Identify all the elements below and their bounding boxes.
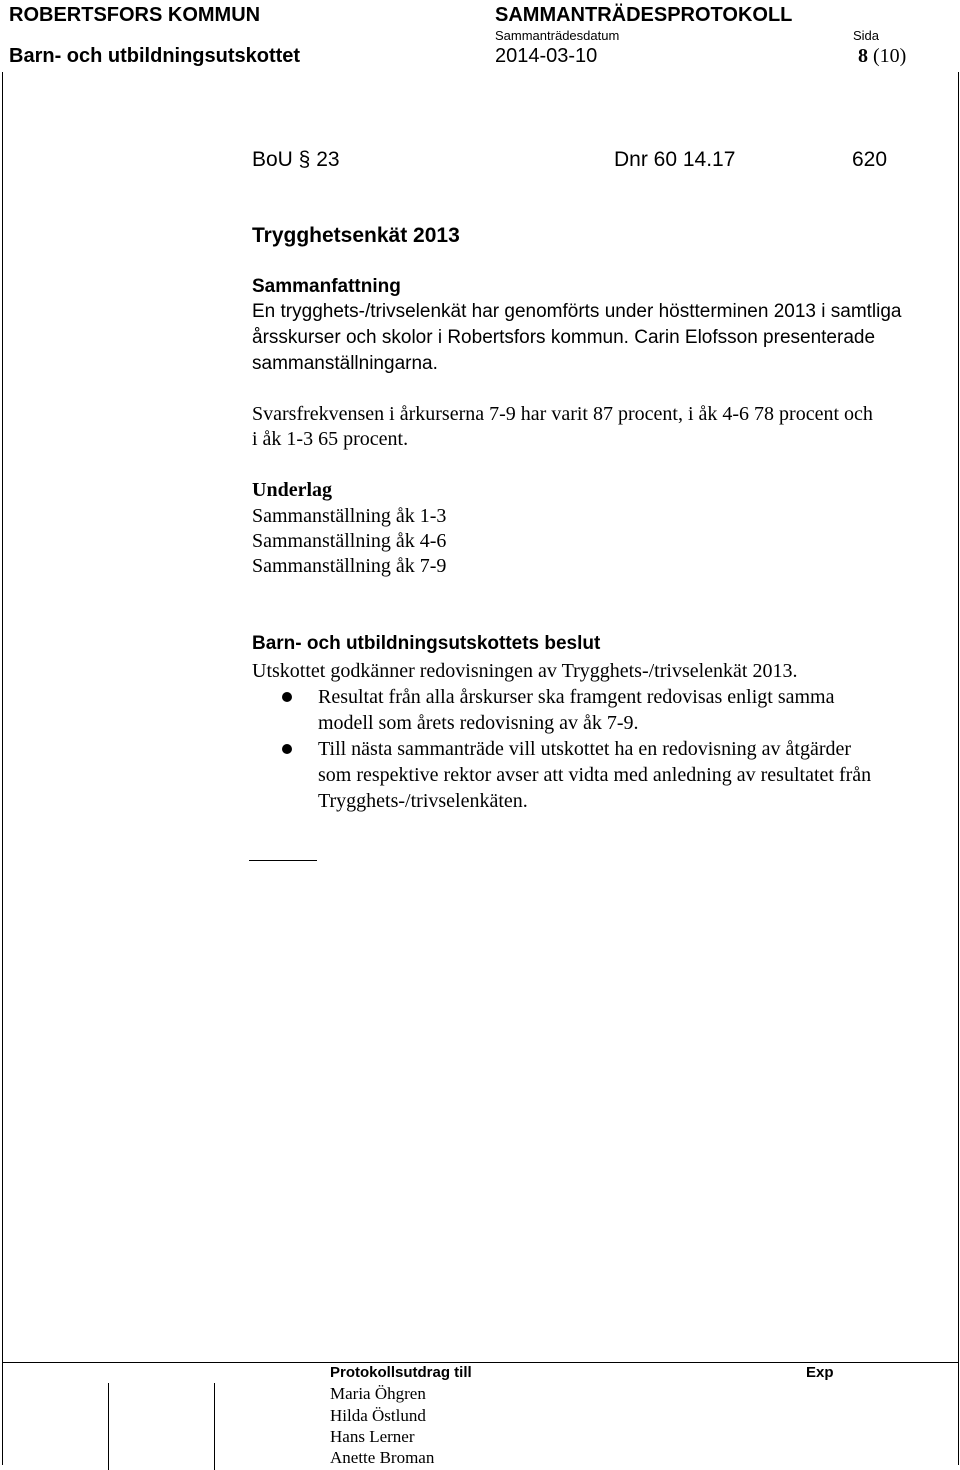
basis-item: Sammanställning åk 7-9 xyxy=(252,555,447,577)
bullet-line: Trygghets-/trivselenkäten. xyxy=(318,790,528,812)
decision-heading: Barn- och utbildningsutskottets beslut xyxy=(252,633,601,654)
basis-item: Sammanställning åk 4-6 xyxy=(252,530,447,552)
bullet-line: Resultat från alla årskurser ska framgent redovisas enligt samma xyxy=(318,686,835,708)
summary-heading: Sammanfattning xyxy=(252,276,401,297)
summary-line: En trygghets-/trivselenkät har genomförts under höstterminen 2013 i samtliga xyxy=(252,301,902,322)
organization-name: ROBERTSFORS KOMMUN xyxy=(9,4,261,26)
footer-divider xyxy=(2,1362,959,1363)
summary-line: årsskurser och skolor i Robertsfors kommun. Carin Elofsson presenterade xyxy=(252,327,876,348)
recipient: Anette Broman xyxy=(330,1448,435,1467)
committee-name: Barn- och utbildningsutskottet xyxy=(9,45,301,67)
right-margin-line xyxy=(958,72,959,1465)
recipient: Hilda Östlund xyxy=(330,1406,426,1425)
page-label: Sida xyxy=(853,28,880,43)
signature-box-divider-1 xyxy=(108,1383,109,1470)
page-total: (10) xyxy=(873,45,907,67)
archive-code: 620 xyxy=(852,148,888,171)
page-indicator xyxy=(858,45,906,68)
recipient: Hans Lerner xyxy=(330,1427,415,1446)
basis-list xyxy=(252,504,446,579)
paragraph-number: BoU § 23 xyxy=(252,148,340,171)
signature-box-divider-2 xyxy=(214,1383,215,1470)
summary-line: sammanställningarna. xyxy=(252,353,438,374)
bullet-line: som respektive rektor avser att vidta med anledning av resultatet från xyxy=(318,764,872,786)
response-rate-text xyxy=(252,402,873,452)
left-margin-line xyxy=(2,72,3,1465)
response-line: i åk 1-3 65 procent. xyxy=(252,428,409,450)
decision-text: Utskottet godkänner redovisningen av Trygghets-/trivselenkät 2013. xyxy=(252,660,798,682)
bullet-line: modell som årets redovisning av åk 7-9. xyxy=(318,712,639,734)
basis-heading: Underlag xyxy=(252,479,332,501)
decision-bullet xyxy=(252,736,952,814)
decision-bullet-list xyxy=(252,684,952,814)
extract-label: Protokollsutdrag till xyxy=(330,1364,472,1381)
bullet-icon xyxy=(282,744,292,754)
page-number: 8 xyxy=(858,45,868,67)
bullet-icon xyxy=(282,692,292,702)
bullet-line: Till nästa sammanträde vill utskottet ha en redovisning av åtgärder xyxy=(318,738,852,760)
meeting-date-label: Sammanträdesdatum xyxy=(495,28,620,43)
summary-text xyxy=(252,299,902,377)
recipient: Maria Öhgren xyxy=(330,1384,426,1403)
document-type: SAMMANTRÄDESPROTOKOLL xyxy=(495,4,793,26)
decision-bullet xyxy=(252,684,952,736)
diary-number: Dnr 60 14.17 xyxy=(614,148,736,171)
basis-item: Sammanställning åk 1-3 xyxy=(252,505,447,527)
meeting-date: 2014-03-10 xyxy=(495,45,598,67)
exp-label: Exp xyxy=(806,1364,834,1381)
case-title: Trygghetsenkät 2013 xyxy=(252,224,460,247)
end-of-section-rule xyxy=(249,860,317,861)
response-line: Svarsfrekvensen i årkurserna 7-9 har varit 87 procent, i åk 4-6 78 procent och xyxy=(252,403,873,425)
